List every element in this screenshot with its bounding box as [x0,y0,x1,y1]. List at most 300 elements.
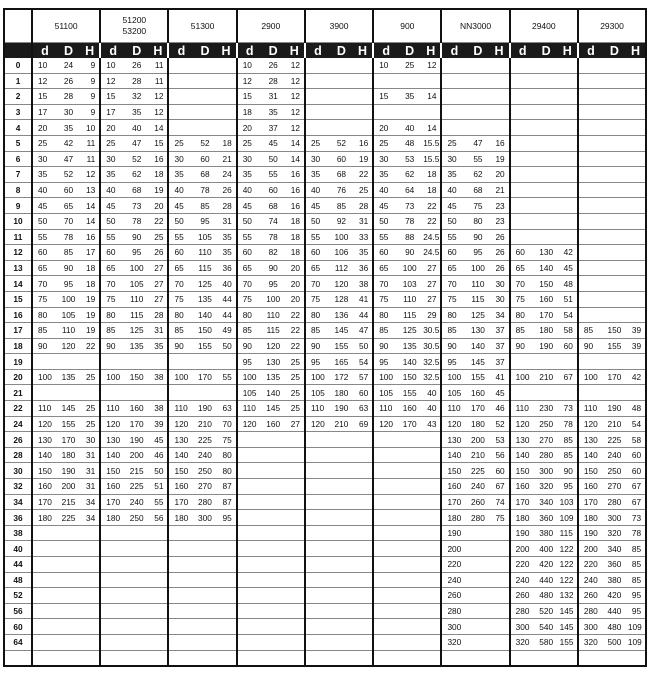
dimension-value: 115 [262,323,285,339]
dimension-value: 37 [262,120,285,136]
dimension-value [626,198,646,214]
dimension-value: 16 [285,198,305,214]
dimension-value [285,463,305,479]
dimension-value: 130 [535,245,558,261]
dimension-value: 31 [216,213,236,229]
dimension-value [305,58,330,73]
dimension-value [489,104,509,120]
dimension-value: 67 [626,494,646,510]
size-code: 40 [4,541,32,557]
dimension-value: 180 [535,323,558,339]
dimension-value: 80 [466,213,489,229]
dimension-value [466,58,489,73]
dimension-value: 32 [125,89,148,105]
dimension-value [603,58,626,73]
dimension-value: 18 [285,213,305,229]
dimension-value: 210 [603,416,626,432]
dimension-value [441,104,466,120]
dimension-value [193,603,216,619]
table-row [4,58,646,73]
dimension-label: D [466,43,489,59]
dimension-value: 9 [80,89,100,105]
dimension-value [330,588,353,604]
dimension-value [330,58,353,73]
dimension-value [441,73,466,89]
dimension-value [305,494,330,510]
dimension-value: 85 [441,323,466,339]
dimension-value: 125 [466,307,489,323]
dimension-value: 90 [466,229,489,245]
size-code: 38 [4,525,32,541]
dimension-value: 320 [578,634,603,650]
dimension-value [168,619,193,635]
dimension-value [125,650,148,666]
dimension-value [421,603,441,619]
dimension-label: H [80,43,100,59]
dimension-value: 250 [193,463,216,479]
size-code: 1 [4,73,32,89]
dimension-value [168,58,193,73]
dimension-value [535,151,558,167]
dimension-value: 120 [262,338,285,354]
dimension-value [466,104,489,120]
dimension-value: 80 [32,307,57,323]
dimension-value: 230 [535,401,558,417]
dimension-value [262,650,285,666]
dimension-value: 19 [80,323,100,339]
dimension-value: 360 [535,510,558,526]
dimension-value: 19 [148,182,168,198]
dimension-value [193,354,216,370]
dimension-value [216,104,236,120]
dimension-value [626,120,646,136]
dimension-value: 32.5 [421,354,441,370]
dimension-value: 75 [237,291,262,307]
dimension-value: 18 [285,229,305,245]
dimension-value: 180 [100,510,125,526]
dimension-value: 85 [305,323,330,339]
dimension-value: 100 [168,369,193,385]
dimension-value: 95 [216,510,236,526]
dimension-value: 105 [373,385,398,401]
dimension-value: 12 [285,73,305,89]
dimension-value: 41 [353,291,373,307]
dimension-value: 46 [489,401,509,417]
dimension-value: 160 [510,479,535,495]
dimension-value [558,73,578,89]
dimension-value [626,245,646,261]
dimension-value: 112 [330,260,353,276]
dimension-value [353,89,373,105]
dimension-value: 30 [100,151,125,167]
dimension-value: 110 [125,291,148,307]
size-code: 21 [4,385,32,401]
dimension-value: 122 [558,572,578,588]
table-row [4,260,646,276]
dimension-value [466,120,489,136]
size-code: 22 [4,401,32,417]
dimension-value: 19 [80,307,100,323]
dimension-value [262,634,285,650]
dimension-value [100,588,125,604]
dimension-value [32,354,57,370]
dimension-value: 58 [558,323,578,339]
dimension-value [578,104,603,120]
dimension-value: 65 [168,260,193,276]
dimension-value: 76 [330,182,353,198]
dimension-value [578,229,603,245]
dimension-value: 180 [330,385,353,401]
dimension-value: 40 [125,120,148,136]
dimension-value [535,58,558,73]
dimension-value: 40 [168,182,193,198]
dimension-value [168,354,193,370]
dimension-value: 22 [80,338,100,354]
dimension-value [558,58,578,73]
dimension-value [535,650,558,666]
size-code: 19 [4,354,32,370]
dimension-value: 60 [237,245,262,261]
dimension-value: 100 [237,369,262,385]
dimension-value: 35 [398,89,421,105]
dimension-value: 88 [398,229,421,245]
dimension-value [510,354,535,370]
dimension-value: 15 [373,89,398,105]
dimension-value: 225 [57,510,80,526]
dimension-value: 95 [237,354,262,370]
dimension-value: 20 [285,291,305,307]
dimension-value [148,541,168,557]
dimension-value: 110 [237,401,262,417]
dimension-label: d [168,43,193,59]
dimension-value [305,463,330,479]
dimension-value: 30 [441,151,466,167]
dimension-value [466,525,489,541]
dimension-value: 140 [168,447,193,463]
dimension-value: 75 [100,291,125,307]
dimension-value [57,385,80,401]
dimension-value: 60 [373,245,398,261]
dimension-value: 75 [216,432,236,448]
dimension-value [353,634,373,650]
dimension-value [603,291,626,307]
dimension-value [168,588,193,604]
dimension-value: 90 [168,338,193,354]
dimension-value [489,89,509,105]
dimension-value: 60 [353,385,373,401]
dimension-value [125,588,148,604]
dimension-value: 150 [32,463,57,479]
dimension-value: 55 [100,229,125,245]
dimension-value: 130 [32,432,57,448]
dimension-value [148,588,168,604]
dimension-value: 145 [558,619,578,635]
dimension-value: 20 [32,120,57,136]
dimension-value: 400 [535,541,558,557]
dimension-value [421,479,441,495]
dimension-value [466,557,489,573]
dimension-value: 12 [100,73,125,89]
dimension-value: 25 [100,135,125,151]
dimension-value [305,73,330,89]
dimension-value: 14 [421,120,441,136]
dimension-value: 14 [80,198,100,214]
dimension-value [398,541,421,557]
dimension-value [578,73,603,89]
dimension-value [216,619,236,635]
dimension-value [262,588,285,604]
dimension-value: 105 [305,385,330,401]
dimension-value: 172 [330,369,353,385]
dimension-value: 45 [305,198,330,214]
dimension-value: 190 [510,525,535,541]
dimension-value: 54 [626,416,646,432]
dimension-value [578,58,603,73]
dimension-value: 16 [285,182,305,198]
dimension-value: 31 [353,213,373,229]
dimension-value: 30 [57,104,80,120]
dimension-value [57,634,80,650]
dimension-value [32,385,57,401]
dimension-value: 15 [237,89,262,105]
dimension-value: 42 [558,245,578,261]
dimension-value [168,557,193,573]
table-row [4,588,646,604]
dimension-value: 105 [237,385,262,401]
dimension-value [398,588,421,604]
dimension-value: 12 [148,104,168,120]
table-row [4,135,646,151]
dimension-value [578,198,603,214]
dimension-value [578,354,603,370]
dimension-value [80,603,100,619]
dimension-value: 35 [305,167,330,183]
dimension-value [626,260,646,276]
dimension-value: 74 [262,213,285,229]
dimension-value: 35 [353,245,373,261]
dimension-value: 380 [535,525,558,541]
dimension-value: 110 [168,401,193,417]
dimension-value [353,463,373,479]
table-row [4,276,646,292]
dimension-value: 9 [80,58,100,73]
dimension-value [237,541,262,557]
dimension-value: 85 [558,447,578,463]
dimension-value: 60 [558,338,578,354]
dimension-value [626,354,646,370]
table-row [4,463,646,479]
dimension-value: 100 [100,369,125,385]
dimension-value: 27 [148,260,168,276]
size-code: 8 [4,182,32,198]
dimension-value: 75 [373,291,398,307]
size-code: 3 [4,104,32,120]
dimension-label: D [262,43,285,59]
dimension-value: 14 [285,151,305,167]
dimension-value: 55 [237,229,262,245]
dimension-value: 110 [466,276,489,292]
dimension-value [80,385,100,401]
dimension-value: 22 [285,323,305,339]
series-header: 51100 [32,9,100,43]
dimension-value [353,73,373,89]
dimension-value: 18 [80,260,100,276]
dimension-value: 145 [558,603,578,619]
dimension-value: 35 [148,338,168,354]
dimension-value: 480 [603,619,626,635]
dimension-value [578,650,603,666]
dimension-value: 90 [373,338,398,354]
dimension-value: 10 [100,58,125,73]
dimension-value: 16 [80,229,100,245]
dimension-value: 115 [558,525,578,541]
table-row [4,572,646,588]
dimension-value [80,588,100,604]
dimension-value [510,135,535,151]
dimension-value [100,650,125,666]
dimension-value: 160 [125,401,148,417]
table-row [4,432,646,448]
dimension-label: d [100,43,125,59]
dimension-value [489,58,509,73]
dimension-value: 140 [535,260,558,276]
dimension-value [603,260,626,276]
dimension-value [398,650,421,666]
dimension-value [466,619,489,635]
dimension-value [373,572,398,588]
dimension-value: 11 [148,73,168,89]
dimension-value [421,634,441,650]
dimension-value: 24.5 [421,229,441,245]
dimension-value [535,385,558,401]
dimension-value [193,120,216,136]
dimension-value: 38 [148,401,168,417]
dimension-value [558,120,578,136]
dimension-value: 20 [237,120,262,136]
dimension-value [603,135,626,151]
dimension-value [353,494,373,510]
dimension-value: 78 [57,229,80,245]
dimension-value [237,588,262,604]
dimension-value [578,135,603,151]
dimension-value: 215 [57,494,80,510]
dimension-value: 85 [237,323,262,339]
dimension-value: 135 [398,338,421,354]
dimension-value [80,650,100,666]
dimension-value: 520 [535,603,558,619]
dimension-value: 90 [398,245,421,261]
dimension-value: 55 [373,229,398,245]
dimension-value: 75 [305,291,330,307]
dimension-value [353,572,373,588]
dimension-value [510,167,535,183]
dimension-value: 26 [57,73,80,89]
dimension-value: 160 [466,385,489,401]
dimension-value: 78 [262,229,285,245]
dimension-value [626,73,646,89]
dimension-value: 10 [373,58,398,73]
dimension-value [100,541,125,557]
dimension-value: 270 [535,432,558,448]
dimension-value: 105 [125,276,148,292]
dimension-value: 130 [441,432,466,448]
dimension-value [398,479,421,495]
size-code: 12 [4,245,32,261]
dimension-value: 56 [489,447,509,463]
dimension-value [398,525,421,541]
dimension-value [80,541,100,557]
dimension-value: 85 [330,198,353,214]
dimension-value: 130 [466,323,489,339]
dimension-value: 50 [32,213,57,229]
size-code: 18 [4,338,32,354]
dimension-value: 300 [193,510,216,526]
dimension-value: 85 [510,323,535,339]
dimension-value [193,634,216,650]
dimension-value: 80 [168,307,193,323]
dimension-value: 155 [193,338,216,354]
dimension-value [441,58,466,73]
dimension-value: 85 [626,572,646,588]
dimension-value: 15.5 [421,135,441,151]
dimension-value: 240 [578,572,603,588]
dimension-value: 65 [305,260,330,276]
dimension-value: 60 [330,151,353,167]
dimension-value: 73 [626,510,646,526]
dimension-value [330,463,353,479]
dimension-value: 225 [193,432,216,448]
series-header: 900 [373,9,441,43]
dimension-value: 95 [441,354,466,370]
dimension-value: 47 [57,151,80,167]
dimension-value [148,354,168,370]
dimension-value: 90 [125,229,148,245]
size-code: 20 [4,369,32,385]
dimension-value: 60 [193,151,216,167]
dimension-value: 85 [193,198,216,214]
dimension-value [626,229,646,245]
dimension-value [57,603,80,619]
dimension-value [558,167,578,183]
dimension-value [216,120,236,136]
dimension-value: 52 [330,135,353,151]
dimension-value: 135 [262,369,285,385]
dimension-value [510,182,535,198]
dimension-value [398,510,421,526]
dimension-value: 110 [510,401,535,417]
dimension-value: 55 [216,369,236,385]
dimension-value [100,572,125,588]
dimension-value: 210 [535,369,558,385]
dimension-value [193,525,216,541]
table-row [4,541,646,557]
size-code: 48 [4,572,32,588]
size-code: 15 [4,291,32,307]
dimension-value [558,151,578,167]
dimension-value [421,572,441,588]
dimension-value [193,58,216,73]
dimension-value [489,73,509,89]
dimension-value: 85 [168,323,193,339]
dimension-value: 26 [125,58,148,73]
dimension-value: 35 [441,167,466,183]
dimension-value: 12 [237,73,262,89]
dimension-value: 160 [32,479,57,495]
dimension-value: 51 [558,291,578,307]
dimension-value: 210 [193,416,216,432]
dimension-value: 110 [32,401,57,417]
dimension-value: 67 [489,479,509,495]
